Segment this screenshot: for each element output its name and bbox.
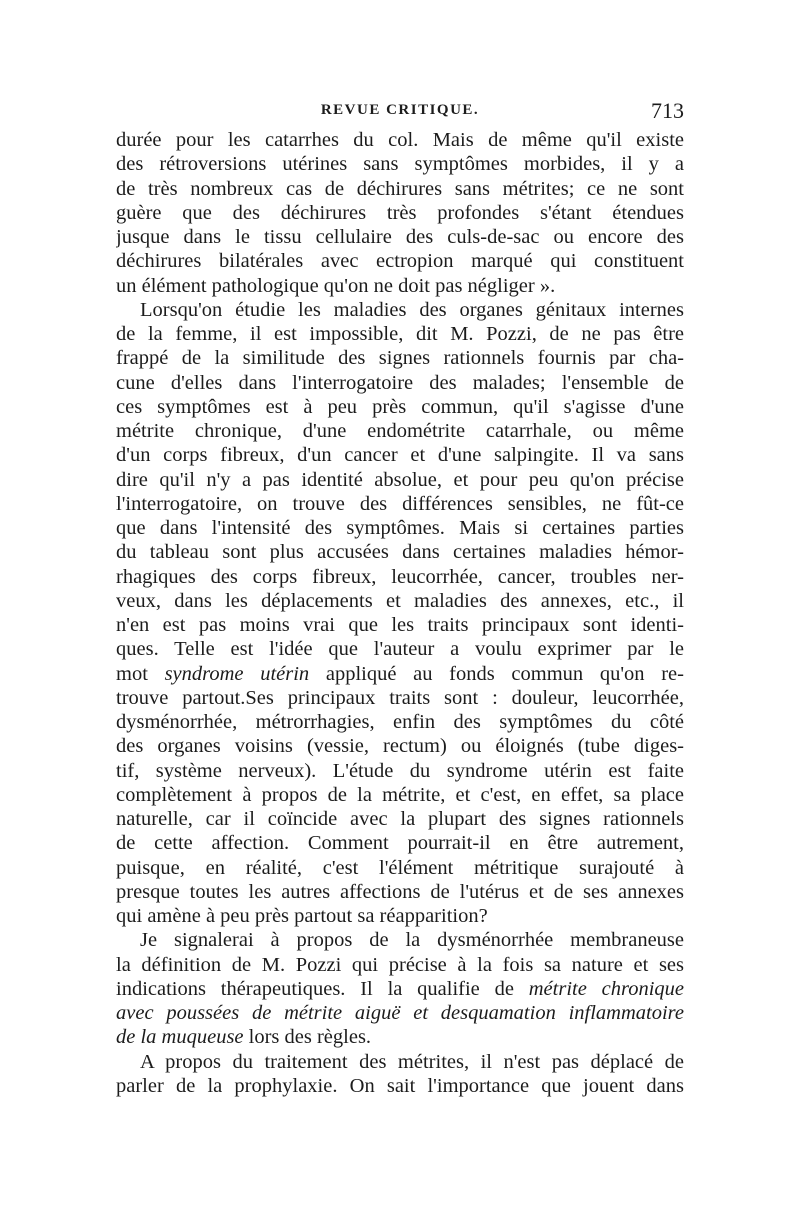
text-line: cune d'elles dans l'interrogatoire des malades; l'ensemble de: [116, 371, 684, 394]
italic-phrase: métrite chronique: [528, 977, 684, 1000]
text-line: puisque, en réalité, c'est l'élément métritique surajouté à: [116, 856, 684, 879]
text-line: trouve partout.Ses principaux traits sont : douleur, leucorrhée,: [116, 686, 684, 709]
text-line: tif, système nerveux). L'étude du syndrome utérin est faite: [116, 759, 684, 782]
text-line: Lorsqu'on étudie les maladies des organes génitaux internes: [140, 298, 684, 321]
text-line: veux, dans les déplacements et maladies des annexes, etc., il: [116, 589, 684, 612]
text-line: un élément pathologique qu'on ne doit pas négliger ».: [116, 274, 556, 297]
text-line: jusque dans le tissu cellulaire des culs-de-sac ou encore des: [116, 226, 684, 248]
text-line: des rétroversions utérines sans symptômes morbides, il y a: [116, 153, 684, 176]
text-line: Je signalerai à propos de la dysménorrhée membraneuse: [140, 929, 684, 952]
text-segment: lors des règles.: [243, 1026, 372, 1049]
text-line: de cette affection. Comment pourrait-il en être autrement,: [116, 832, 684, 855]
text-line: du tableau sont plus accusées dans certaines maladies hémor-: [116, 541, 684, 564]
text-line: de très nombreux cas de déchirures sans métrites; ce ne sont: [116, 177, 684, 200]
text-line: d'un corps fibreux, d'un cancer et d'une salpingite. Il va sans: [116, 444, 684, 467]
text-line: l'interrogatoire, on trouve des différences sensibles, ne fût-ce: [116, 492, 684, 515]
italic-phrase: syndrome utérin: [164, 662, 310, 685]
body-text: [116, 128, 684, 1098]
text-line: [116, 977, 684, 1001]
text-line: ces symptômes est à peu près commun, qu'il s'agisse d'une: [116, 395, 684, 418]
text-line: dire qu'il n'y a pas identité absolue, et pour peu qu'on précise: [116, 468, 684, 491]
text-segment: indications thérapeutiques. Il la qualifie de: [116, 977, 529, 1000]
text-line: frappé de la similitude des signes rationnels fournis par cha-: [116, 347, 684, 370]
text-line: qui amène à peu près partout sa réapparition?: [116, 905, 488, 927]
italic-phrase: de la muqueuse: [116, 1026, 244, 1049]
text-line: durée pour les catarrhes du col. Mais de même qu'il existe: [116, 129, 684, 151]
text-line: [116, 662, 684, 686]
text-line: parler de la prophylaxie. On sait l'importance que jouent dans: [116, 1074, 684, 1097]
text-line: des organes voisins (vessie, rectum) ou éloignés (tube diges-: [116, 735, 684, 758]
text-line: rhagiques des corps fibreux, leucorrhée, cancer, troubles ner-: [116, 565, 684, 588]
page-header: [116, 98, 684, 126]
text-line: que dans l'intensité des symptômes. Mais si certaines parties: [116, 517, 684, 539]
text-line: [116, 1025, 684, 1049]
text-line: guère que des déchirures très profondes s'étant étendues: [116, 201, 684, 224]
text-segment: appliqué au fonds commun qu'on re-: [309, 662, 684, 685]
text-line: naturelle, car il coïncide avec la plupart des signes rationnels: [116, 808, 684, 830]
text-line: dysménorrhée, métrorrhagies, enfin des symptômes du côté: [116, 711, 684, 733]
text-line: la définition de M. Pozzi qui précise à la fois sa nature et ses: [116, 953, 684, 976]
page-number: 713: [651, 98, 684, 123]
text-line: déchirures bilatérales avec ectropion marqué qui constituent: [116, 250, 684, 273]
running-title: REVUE CRITIQUE.: [320, 102, 480, 118]
text-line: presque toutes les autres affections de l'utérus et de ses annexes: [116, 880, 684, 903]
text-line: n'en est pas moins vrai que les traits principaux sont identi-: [116, 614, 684, 636]
text-line: métrite chronique, d'une endométrite catarrhale, ou même: [116, 420, 684, 442]
text-line: complètement à propos de la métrite, et c'est, en effet, sa place: [116, 783, 684, 806]
text-segment: mot: [116, 662, 165, 685]
text-line: avec poussées de métrite aiguë et desquamation inflammatoire: [116, 1002, 684, 1024]
text-line: ques. Telle est l'idée que l'auteur a voulu exprimer par le: [116, 638, 684, 661]
text-line: A propos du traitement des métrites, il n'est pas déplacé de: [140, 1050, 684, 1073]
text-line: de la femme, il est impossible, dit M. Pozzi, de ne pas être: [116, 323, 684, 345]
